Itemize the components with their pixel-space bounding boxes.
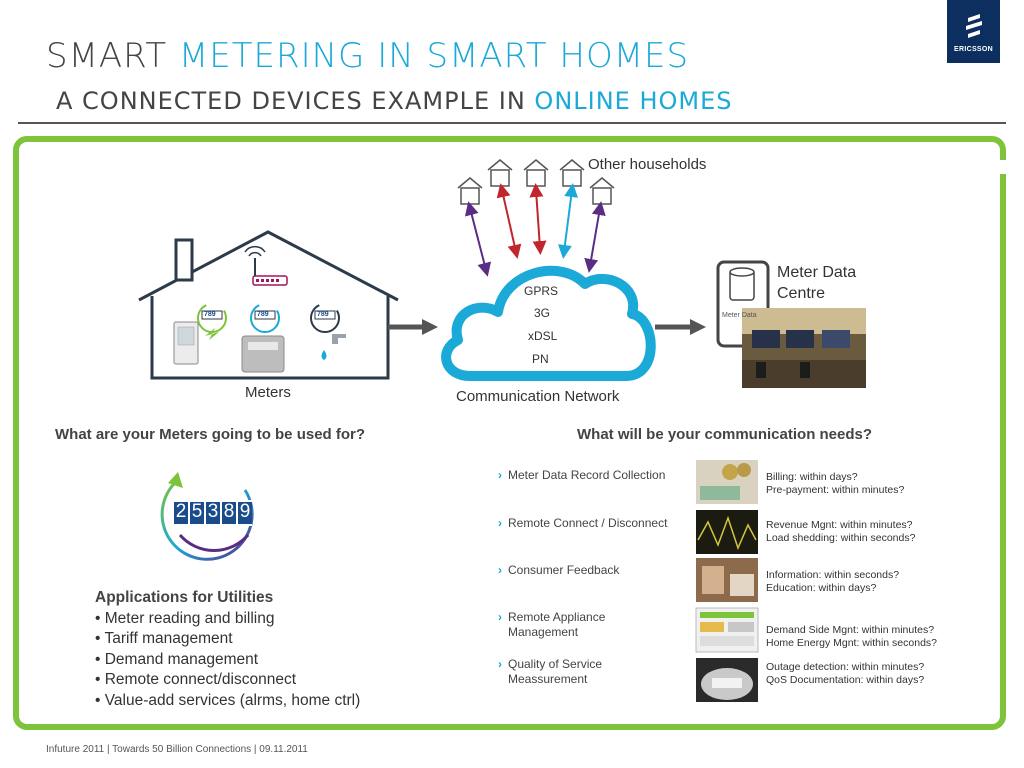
meter-digit: 9	[239, 501, 251, 522]
use-case-need: Billing: within days?	[766, 471, 858, 483]
use-case-row	[498, 657, 938, 703]
meters-question: What are your Meters going to be used for?	[55, 426, 366, 443]
small-meter-digits: 789	[257, 311, 269, 318]
logo-wordmark: ERICSSON	[954, 46, 993, 53]
link-arrow	[470, 208, 486, 270]
meter-digit: 5	[191, 501, 203, 522]
arrow-house-to-network	[388, 319, 438, 335]
household-icon	[458, 178, 482, 204]
small-meter-digits: 789	[317, 311, 329, 318]
link-arrow	[564, 190, 572, 252]
applications-heading: Applications for Utilities	[95, 589, 274, 606]
use-case-need: QoS Documentation: within days?	[766, 674, 925, 686]
use-case-need: Demand Side Mgnt: within minutes?	[766, 624, 935, 636]
meter-digit: 3	[207, 501, 219, 522]
applications-item: • Meter reading and billing	[95, 609, 275, 627]
use-case-name: Meter Data Record Collection	[508, 468, 666, 482]
footer-text: Infuture 2011 | Towards 50 Billion Connections | 09.11.2011	[46, 744, 308, 755]
link-arrow	[502, 190, 516, 252]
subtitle-part1: A CONNECTED DEVICES EXAMPLE IN	[56, 87, 535, 115]
mdc-label-line1: Meter Data	[777, 264, 857, 281]
title-part1: SMART	[46, 36, 179, 76]
needs-question: What will be your communication needs?	[577, 426, 873, 443]
network-label: Communication Network	[456, 388, 620, 405]
small-meter-digits: 789	[204, 311, 216, 318]
use-case-name-line: Remote Appliance	[508, 610, 606, 624]
household-icon	[488, 160, 512, 186]
use-case-need: Pre-payment: within minutes?	[766, 484, 905, 496]
network-type-3g: 3G	[534, 306, 551, 320]
use-case-row	[498, 468, 938, 514]
electric-meter-icon	[198, 304, 226, 340]
use-case-name-line: Quality of Service	[508, 657, 603, 671]
use-case-need: Revenue Mgnt: within minutes?	[766, 519, 913, 531]
applications-list	[95, 588, 360, 711]
chevron-right-icon: ›	[498, 516, 502, 530]
use-case-need: Outage detection: within minutes?	[766, 661, 925, 673]
network-type-pn: PN	[532, 352, 549, 366]
households-label: Other households	[588, 156, 707, 173]
router-icon	[245, 247, 287, 285]
mdc-screen-label: Meter Data	[722, 312, 757, 319]
network-type-xdsl: xDSL	[528, 329, 558, 343]
applications-item: • Remote connect/disconnect	[95, 671, 297, 688]
applications-item: • Tariff management	[95, 630, 233, 647]
use-case-row	[498, 610, 938, 656]
mdc-label-line2: Centre	[777, 285, 826, 302]
applications-item: • Demand management	[95, 650, 259, 668]
use-case-name-line: Meassurement	[508, 672, 588, 686]
chevron-right-icon: ›	[498, 657, 502, 671]
use-case-need: Load shedding: within seconds?	[766, 532, 916, 544]
use-case-name	[508, 657, 693, 687]
arrow-network-to-mdc	[655, 319, 706, 335]
household-icon	[560, 160, 584, 186]
control-room-photo	[742, 308, 866, 388]
use-case-name-line: Management	[508, 625, 579, 639]
use-case-name: Consumer Feedback	[508, 563, 620, 577]
use-case-need: Information: within seconds?	[766, 569, 900, 581]
household-icon	[524, 160, 548, 186]
link-arrow	[536, 190, 540, 248]
meter-digit: 2	[175, 501, 187, 522]
chevron-right-icon: ›	[498, 610, 502, 624]
meters-label: Meters	[245, 384, 291, 401]
use-case-row	[498, 516, 938, 562]
subtitle-part2: ONLINE HOMES	[534, 87, 733, 115]
network-type-gprs: GPRS	[524, 284, 559, 298]
use-case-row	[498, 563, 938, 609]
chevron-right-icon: ›	[498, 468, 502, 482]
use-case-need: Home Energy Mgnt: within seconds?	[766, 637, 937, 649]
applications-item: • Value-add services (alrms, home ctrl)	[95, 691, 361, 709]
use-case-name	[508, 610, 693, 640]
use-case-name: Remote Connect / Disconnect	[508, 516, 668, 530]
chevron-right-icon: ›	[498, 563, 502, 577]
link-arrow	[590, 208, 600, 266]
title-part2: METERING IN SMART HOMES	[178, 36, 690, 76]
meter-digit: 8	[223, 501, 235, 522]
display-unit-icon	[174, 322, 198, 364]
household-icon	[590, 178, 614, 204]
use-case-need: Education: within days?	[766, 582, 877, 594]
